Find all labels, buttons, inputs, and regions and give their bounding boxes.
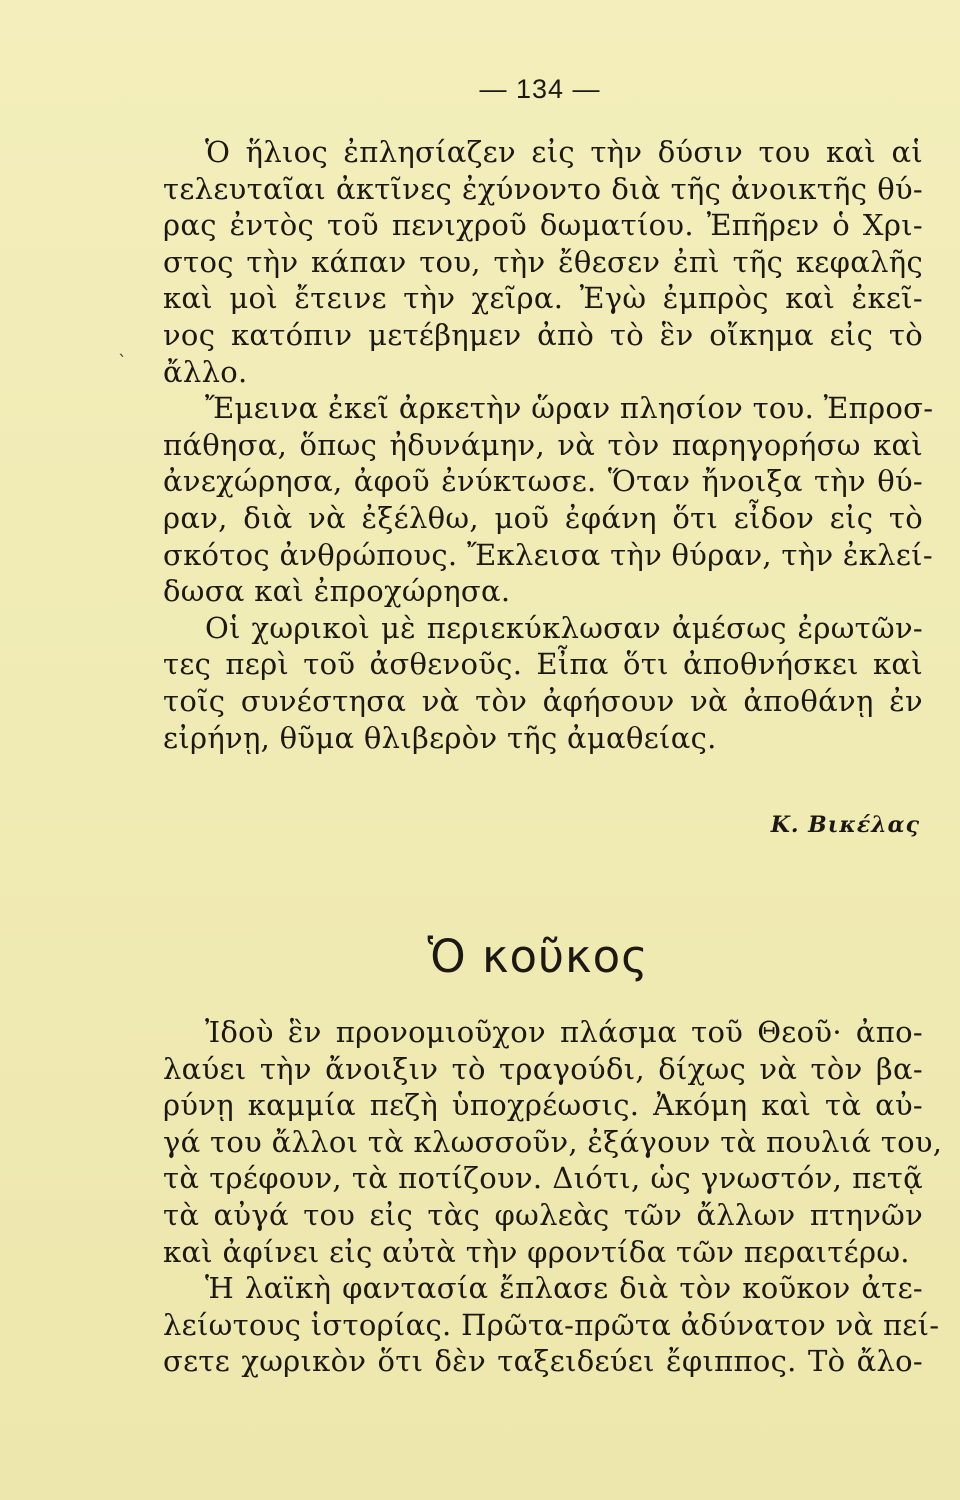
paragraph [163,134,923,390]
text-line: Οἱ χωρικοὶ μὲ περιεκύκλωσαν ἀμέσως ἐρωτῶν- [205,610,923,645]
text-line: τοῖς συνέστησα νὰ τὸν ἀφήσουν νὰ ἀποθάνῃ ἐν [163,683,923,718]
paragraph [163,1014,943,1270]
text-line: Ἰδοὺ ἓν προνομιοῦχον πλάσμα τοῦ Θεοῦ· ἀπο- [205,1015,923,1049]
text-line: ἀνεχώρησα, ἀφοῦ ἐνύκτωσε. Ὅταν ἤνοιξα τὴν θύ- [163,464,923,499]
text-line: ρύνῃ καμμία πεζὴ ὑποχρέωσις. Ἀκόμη καὶ τὰ αὐ- [163,1088,923,1123]
paragraph [163,610,923,756]
text-line: λαύει τὴν ἄνοιξιν τὸ τραγούδι, δίχως νὰ τὸν βα- [163,1051,923,1086]
author-signature: Κ. Βικέλας [770,812,920,838]
story-text-top [163,134,934,756]
text-line: εἰρήνῃ, θῦμα θλιβερὸν τῆς ἀμαθείας. [163,720,717,755]
text-line: στος τὴν κάπαν του, τὴν ἔθεσεν ἐπὶ τῆς κεφαλῆς [163,244,923,279]
story-text-bottom [163,1014,943,1380]
text-line: νος κατόπιν μετέβημεν ἀπὸ τὸ ἓν οἴκημα εἰς τὸ [163,317,923,352]
text-line: ἄλλο. [163,354,248,389]
text-line: λείωτους ἱστορίας. Πρῶτα-πρῶτα ἀδύνατον νὰ πεί- [163,1307,940,1342]
text-line: τελευταῖαι ἀκτῖνες ἐχύνοντο διὰ τῆς ἀνοικτῆς θύ- [163,171,923,206]
text-line: πάθησα, ὅπως ἠδυνάμην, νὰ τὸν παρηγορήσω καὶ [163,427,923,462]
text-line: καὶ μοὶ ἔτεινε τὴν χεῖρα. Ἐγὼ ἐμπρὸς καὶ ἐκεῖ- [163,281,923,316]
text-line: καὶ ἀφίνει εἰς αὐτὰ τὴν φροντίδα τῶν περαιτέρω. [163,1234,910,1269]
section-title: Ὁ κοῦκος [427,930,649,983]
text-line: δωσα καὶ ἐπροχώρησα. [163,574,511,609]
text-line: Ὁ ἥλιος ἐπλησίαζεν εἰς τὴν δύσιν του καὶ αἱ [205,135,923,169]
paragraph [163,390,934,610]
text-line: τες περὶ τοῦ ἀσθενοῦς. Εἶπα ὅτι ἀποθνήσκει καὶ [163,647,923,682]
text-line: Ἔμεινα ἐκεῖ ἀρκετὴν ὥραν πλησίον του. Ἐπροσ- [205,391,934,426]
text-line: σετε χωρικὸν ὅτι δὲν ταξειδεύει ἔφιππος. Τὸ ἄλο- [163,1344,923,1379]
text-line: ρας ἐντὸς τοῦ πενιχροῦ δωματίου. Ἐπῆρεν ὁ Χρι- [163,208,923,243]
text-line: γά του ἄλλοι τὰ κλωσσοῦν, ἐξάγουν τὰ πουλιά του, [163,1124,943,1159]
text-line: τὰ αὐγά του εἰς τὰς φωλεὰς τῶν ἄλλων πτηνῶν [163,1197,923,1232]
margin-mark: ˋ [118,352,127,373]
text-line: ραν, διὰ νὰ ἐξέλθω, μοῦ ἐφάνη ὅτι εἶδον εἰς τὸ [163,500,923,535]
text-line: τὰ τρέφουν, τὰ ποτίζουν. Διότι, ὡς γνωστόν, πετᾷ [163,1161,923,1196]
text-line: Ἡ λαϊκὴ φαντασία ἔπλασε διὰ τὸν κοῦκον ἀτε- [205,1271,923,1306]
paragraph [163,1270,940,1380]
page-number: — 134 — [479,74,601,104]
text-line: σκότος ἀνθρώπους. Ἔκλεισα τὴν θύραν, τὴν ἐκλεί- [163,537,933,572]
